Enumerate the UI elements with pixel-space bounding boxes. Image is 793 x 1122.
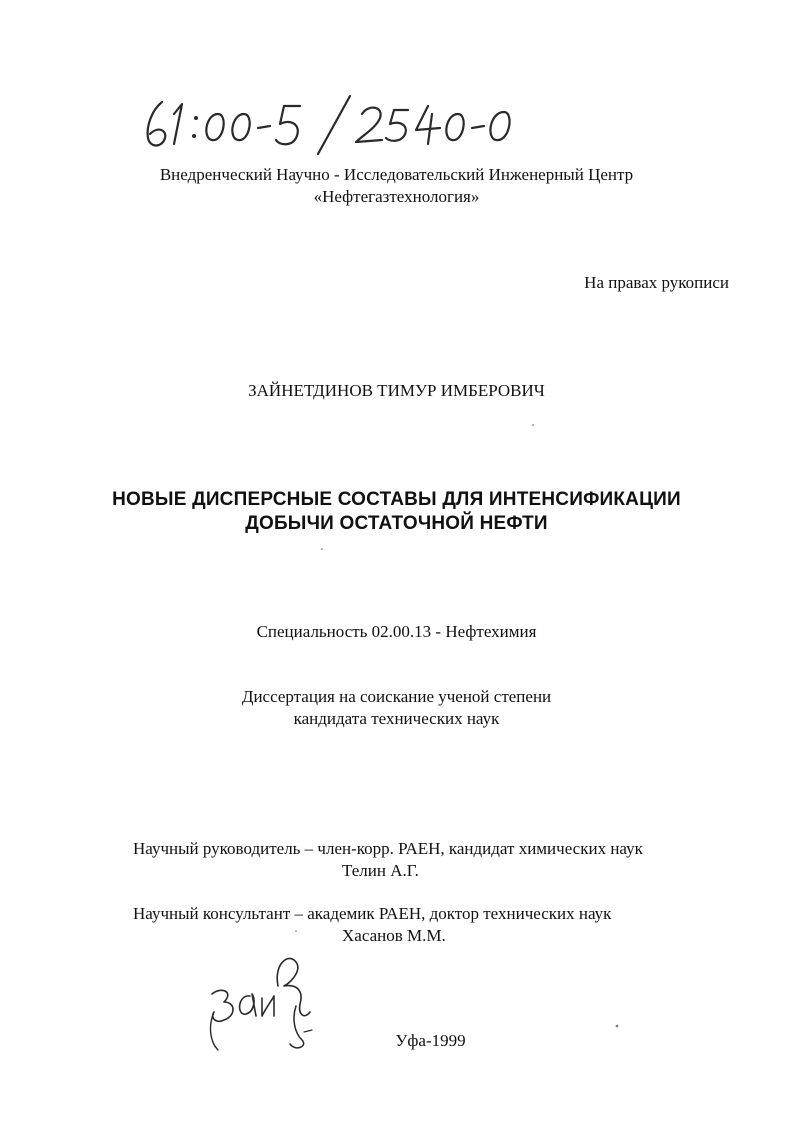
dissertation-title-line2: ДОБЫЧИ ОСТАТОЧНОЙ НЕФТИ	[245, 513, 548, 534]
author-name: ЗАЙНЕТДИНОВ ТИМУР ИМБЕРОВИЧ	[248, 381, 545, 400]
organization-name: Внедренческий Научно - Исследовательский Инженерный Центр	[159, 165, 634, 184]
organization-brand: «Нефтегазтехнология»	[313, 187, 480, 206]
dissertation-title-line1: НОВЫЕ ДИСПЕРСНЫЕ СОСТАВЫ ДЛЯ ИНТЕНСИФИКАЦИИ	[112, 489, 681, 510]
rights-note: На правах рукописи	[584, 273, 729, 292]
consultant-role: Научный консультант – академик РАЕН, доктор технических наук	[133, 904, 612, 923]
place-year: Уфа-1999	[395, 1031, 466, 1050]
degree-line2: кандидата технических наук	[293, 709, 500, 728]
supervisor-role: Научный руководитель – член-корр. РАЕН, кандидат химических наук	[133, 839, 643, 858]
degree-line1: Диссертация на соискание ученой степени	[241, 687, 552, 706]
specialty: Специальность 02.00.13 - Нефтехимия	[256, 622, 537, 641]
supervisor-name: Телин А.Г.	[342, 861, 419, 880]
consultant-name: Хасанов М.М.	[342, 926, 446, 945]
